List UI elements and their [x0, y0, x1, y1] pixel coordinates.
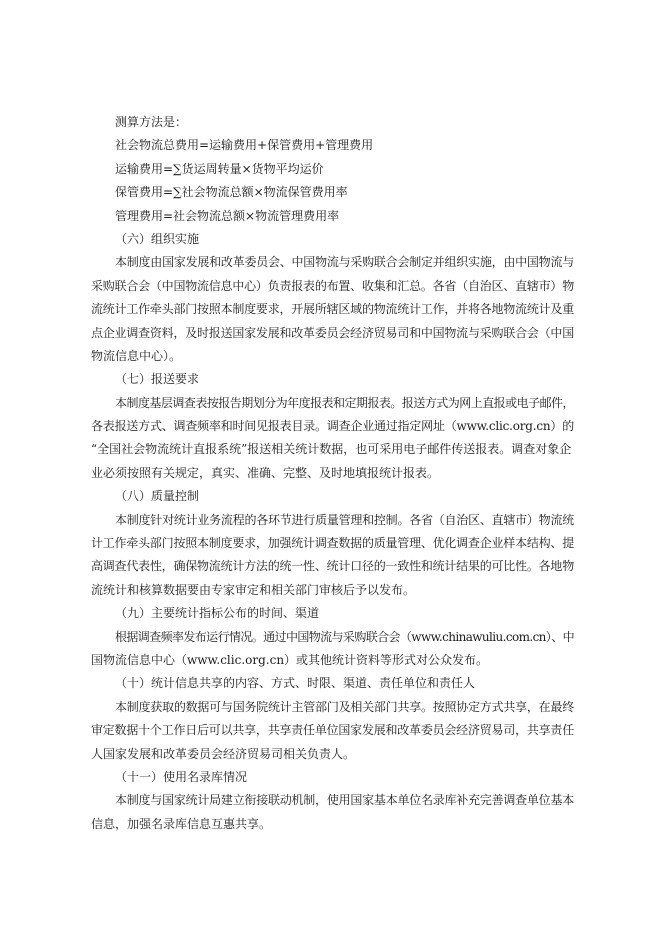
paragraph-line: 信息，加强名录库信息互惠共享。 [91, 816, 272, 831]
formula-management-cost: 管理费用=社会物流总额×物流管理费用率 [115, 208, 340, 223]
paragraph-line: 本制度与国家统计局建立衔接联动机制，使用国家基本单位名录库补充完善调查单位基本 [115, 793, 574, 808]
paragraph-line: 本制度针对统计业务流程的各环节进行质量管理和控制。各省（自治区、直辖市）物流统 [115, 512, 574, 527]
formula-storage-cost: 保管费用=∑社会物流总额×物流保管费用率 [115, 185, 348, 200]
paragraph-line: 本制度由国家发展和改革委员会、中国物流与采购联合会制定并组织实施，由中国物流与 [115, 255, 574, 270]
formula-intro: 测算方法是： [115, 115, 188, 129]
paragraph-line: 物流信息中心）。 [91, 348, 182, 363]
section-heading-data-sharing: （十）统计信息共享的内容、方式、时限、渠道、责任单位和责任人 [115, 676, 476, 691]
formula-total-cost: 社会物流总费用=运输费用+保管费用+管理费用 [115, 138, 374, 153]
section-heading-directory: （十一）使用名录库情况 [115, 769, 248, 784]
paragraph-line: 高调查代表性，确保物流统计方法的统一性、统计口径的一致性和统计结果的可比性。各地物 [91, 559, 574, 574]
paragraph-line: 点企业调查资料，及时报送国家发展和改革委员会经济贸易司和中国物流与采购联合会（中国 [91, 325, 574, 340]
paragraph-line: 本制度基层调查表按报告期划分为年度报表和定期报表。报送方式为网上直报或电子邮件， [115, 395, 574, 410]
section-heading-quality-control: （八）质量控制 [115, 489, 200, 504]
section-heading-submission: （七）报送要求 [115, 372, 200, 387]
paragraph-line: 人国家发展和改革委员会经济贸易司相关负责人。 [91, 746, 356, 761]
paragraph-line: 流统计和核算数据要由专家审定和相关部门审核后予以发布。 [91, 582, 416, 597]
paragraph-line: 业必须按照有关规定，真实、准确、完整、及时地填报统计报表。 [91, 465, 440, 480]
paragraph-line: 各表报送方式、调查频率和时间见报表目录。调查企业通过指定网址（www.clic.org.cn）的 [91, 419, 574, 434]
section-heading-organization: （六）组织实施 [115, 231, 200, 246]
document-body [91, 111, 574, 836]
paragraph-line: 计工作牵头部门按照本制度要求，加强统计调查数据的质量管理、优化调查企业样本结构、提 [91, 536, 574, 551]
paragraph-line: 采购联合会（中国物流信息中心）负责报表的布置、收集和汇总。各省（自治区、直辖市）物 [91, 278, 574, 293]
paragraph-line: “全国社会物流统计直报系统”报送相关统计数据，也可采用电子邮件传送报表。调查对象企 [91, 442, 572, 457]
paragraph-line: 流统计工作牵头部门按照本制度要求，开展所辖区域的物流统计工作，并将各地物流统计及重 [91, 302, 574, 317]
paragraph-line: 审定数据十个工作日后可以共享，共享责任单位国家发展和改革委员会经济贸易司，共享责任 [91, 723, 574, 738]
section-heading-publication: （九）主要统计指标公布的时间、渠道 [115, 606, 320, 621]
paragraph-line: 国物流信息中心（www.clic.org.cn）或其他统计资料等形式对公众发布。 [91, 652, 489, 667]
paragraph-line: 根据调查频率发布运行情况。通过中国物流与采购联合会（www.chinawuliu.com.cn）、中 [115, 629, 574, 644]
paragraph-line: 本制度获取的数据可与国务院统计主管部门及相关部门共享。按照协定方式共享，在最终 [115, 699, 574, 714]
formula-transport-cost: 运输费用=∑货运周转量×货物平均运价 [115, 161, 324, 176]
